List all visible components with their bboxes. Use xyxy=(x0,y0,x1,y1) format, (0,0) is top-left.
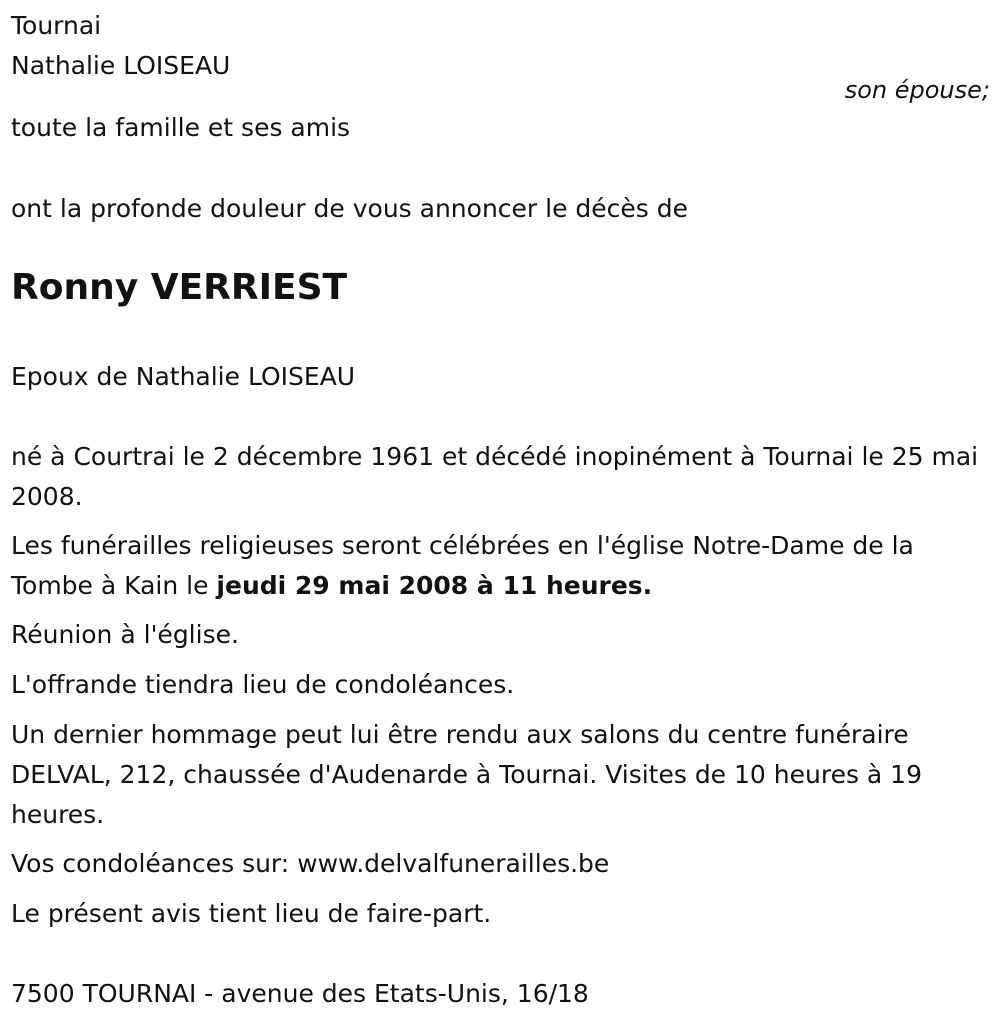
tribute-text: Un dernier hommage peut lui être rendu aux salons du centre funéraire DELVAL, 212, chaussée d'Audenarde à Tournai. Visites de 10 heures à 19 heures. xyxy=(11,720,922,829)
announcement-text: ont la profonde douleur de vous annoncer le décès de xyxy=(11,194,689,223)
funeral-date: jeudi 29 mai 2008 à 11 heures. xyxy=(216,571,653,600)
funeral-text: Les funérailles religieuses seront célébrées en l'église Notre-Dame de la Tombe à Kain le xyxy=(11,531,914,600)
spouse-role: son épouse; xyxy=(844,76,990,104)
address-text: 7500 TOURNAI - avenue des Etats-Unis, 16/18 xyxy=(11,979,589,1008)
meeting-text: Réunion à l'église. xyxy=(11,620,239,649)
birth-death-text: né à Courtrai le 2 décembre 1961 et décédé inopinément à Tournai le 25 mai 2008. xyxy=(11,442,979,511)
relation-text: Epoux de Nathalie LOISEAU xyxy=(11,362,356,391)
condolences-text: Vos condoléances sur: www.delvalfunerailles.be xyxy=(11,849,610,878)
deceased-name: Ronny VERRIEST xyxy=(11,267,348,308)
family-line: toute la famille et ses amis xyxy=(11,113,351,142)
funeral-paragraph xyxy=(11,526,986,606)
spouse-name: Nathalie LOISEAU xyxy=(11,51,231,80)
header-city: Tournai xyxy=(11,11,102,40)
notice-text: Le présent avis tient lieu de faire-part. xyxy=(11,899,492,928)
offering-text: L'offrande tiendra lieu de condoléances. xyxy=(11,670,515,699)
